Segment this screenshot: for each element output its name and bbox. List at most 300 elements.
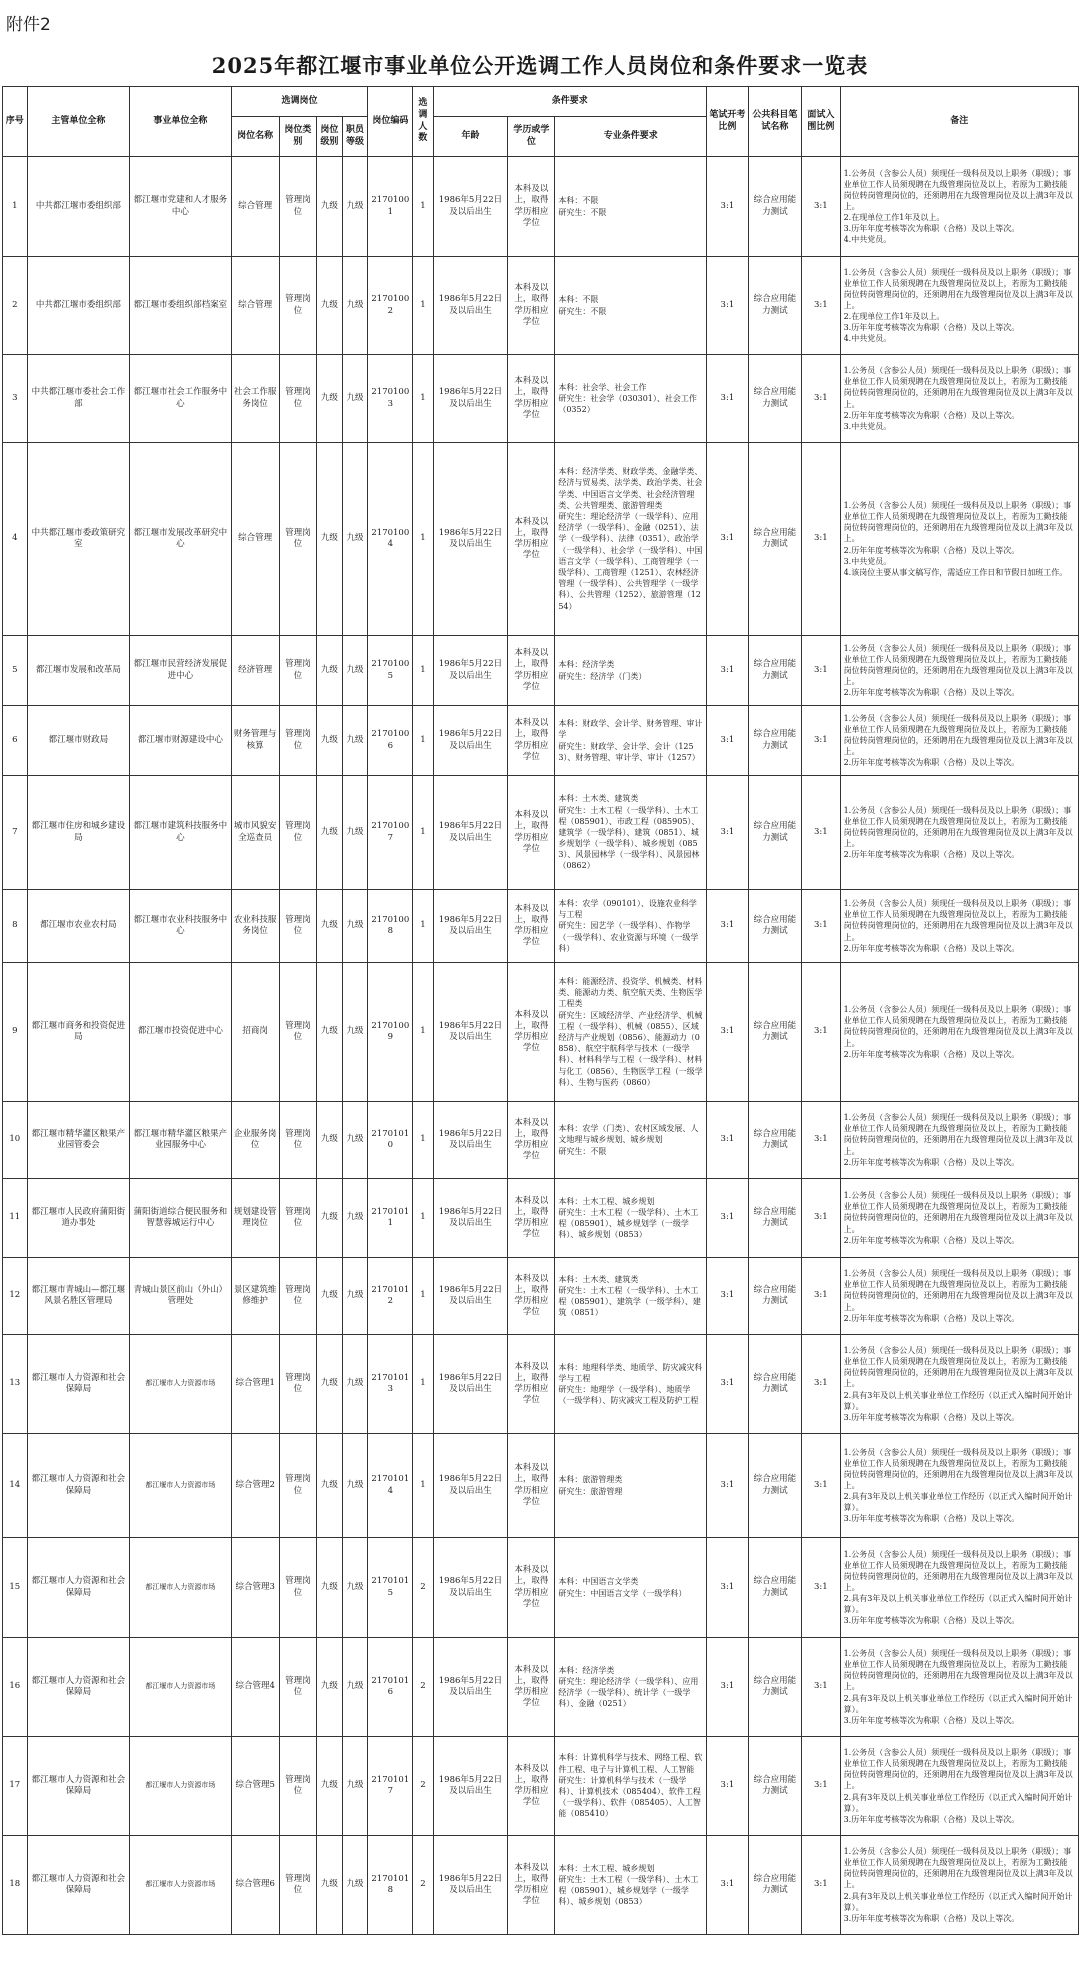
table-row bbox=[3, 636, 1079, 706]
cell-age: 1986年5月22日及以后出生 bbox=[433, 157, 508, 257]
cell-age: 1986年5月22日及以后出生 bbox=[433, 1179, 508, 1258]
cell-ratio: 3:1 bbox=[707, 1737, 749, 1836]
cell-age: 1986年5月22日及以后出生 bbox=[433, 1737, 508, 1836]
cell-major bbox=[555, 1179, 707, 1258]
table-row bbox=[3, 1434, 1079, 1538]
cell-major-line: 研究生：中国语言文学（一级学科） bbox=[558, 1588, 687, 1598]
cell-seq: 1 bbox=[3, 157, 28, 257]
cell-rank: 九级 bbox=[342, 706, 368, 776]
cell-ratio: 3:1 bbox=[707, 1335, 749, 1434]
cell-position-type: 管理岗位 bbox=[279, 257, 316, 355]
cell-count: 2 bbox=[413, 1538, 433, 1638]
cell-remarks-line: 1.公务员（含参公人员）须现任一级科员及以上职务（职级）；事业单位工作人员须现聘在九级管理岗位及以上，若原为工勤技能岗位转岗管理岗位的，还须聘用在九级管理岗位及以上满3年及以上。 bbox=[843, 643, 1073, 687]
cell-seq: 8 bbox=[3, 890, 28, 963]
cell-remarks-line: 3.历年年度考核等次为称职（合格）及以上等次。 bbox=[843, 1913, 1020, 1923]
cell-position-level: 九级 bbox=[317, 1538, 343, 1638]
cell-rank: 九级 bbox=[342, 1434, 368, 1538]
header-position-type: 岗位类别 bbox=[279, 117, 316, 157]
cell-remarks bbox=[840, 1538, 1078, 1638]
cell-count: 1 bbox=[413, 706, 433, 776]
cell-position-type: 管理岗位 bbox=[279, 1737, 316, 1836]
header-major: 专业条件要求 bbox=[555, 117, 707, 157]
table-row bbox=[3, 1737, 1079, 1836]
cell-unit: 都江堰市发展改革研究中心 bbox=[130, 443, 232, 636]
cell-interview: 3:1 bbox=[802, 963, 840, 1102]
cell-remarks-line: 3.中共党员。 bbox=[843, 556, 892, 566]
cell-education: 本科及以上，取得学历相应学位 bbox=[508, 890, 555, 963]
cell-age: 1986年5月22日及以后出生 bbox=[433, 1258, 508, 1335]
cell-exam: 综合应用能力测试 bbox=[748, 636, 801, 706]
cell-position-name: 财务管理与核算 bbox=[231, 706, 279, 776]
cell-code: 21701017 bbox=[368, 1737, 413, 1836]
cell-remarks-line: 2.在现单位工作1年及以上。 bbox=[843, 213, 945, 223]
cell-position-name: 综合管理 bbox=[231, 257, 279, 355]
cell-remarks-line: 1.公务员（含参公人员）须现任一级科员及以上职务（职级）；事业单位工作人员须现聘在九级管理岗位及以上，若原为工勤技能岗位转岗管理岗位的，还须聘用在九级管理岗位及以上满3年及以上。 bbox=[843, 1447, 1073, 1490]
cell-position-name: 城市风貌安全巡查员 bbox=[231, 776, 279, 890]
header-rank: 职员等级 bbox=[342, 117, 368, 157]
cell-major-line: 本科：不限 bbox=[558, 196, 599, 206]
cell-remarks-line: 1.公务员（含参公人员）须现任一级科员及以上职务（职级）；事业单位工作人员须现聘在九级管理岗位及以上，若原为工勤技能岗位转岗管理岗位的，还须聘用在九级管理岗位及以上满3年及以上。 bbox=[843, 366, 1073, 409]
cell-code: 21701011 bbox=[368, 1179, 413, 1258]
cell-dept: 都江堰市发展和改革局 bbox=[27, 636, 130, 706]
cell-unit: 都江堰市委组织部档案室 bbox=[130, 257, 232, 355]
cell-major-line: 研究生：土木工程（一级学科）、土木工程（085901）、城乡规划学（一级学科）、城乡规划（0853） bbox=[558, 1874, 699, 1907]
cell-remarks-line: 2.历年年度考核等次为称职（合格）及以上等次。 bbox=[843, 850, 1020, 860]
table-row bbox=[3, 1335, 1079, 1434]
cell-remarks bbox=[840, 890, 1078, 963]
cell-position-type: 管理岗位 bbox=[279, 636, 316, 706]
cell-major-line: 研究生：理论经济学（一级学科）、应用经济学（一级学科）、统计学（一级学科）、金融（0251） bbox=[558, 1676, 699, 1709]
cell-remarks-line: 2.历年年度考核等次为称职（合格）及以上等次。 bbox=[843, 1049, 1020, 1059]
cell-remarks-line: 1.公务员（含参公人员）须现任一级科员及以上职务（职级）；事业单位工作人员须现聘在九级管理岗位及以上，若原为工勤技能岗位转岗管理岗位的，还须聘用在九级管理岗位及以上满3年及以上。 bbox=[843, 899, 1073, 942]
cell-remarks-line: 1.公务员（含参公人员）须现任一级科员及以上职务（职级）；事业单位工作人员须现聘在九级管理岗位及以上，若原为工勤技能岗位转岗管理岗位的，还须聘用在九级管理岗位及以上满3年及以上。 bbox=[843, 713, 1073, 757]
cell-remarks-line: 1.公务员（含参公人员）须现任一级科员及以上职务（职级）；事业单位工作人员须现聘在九级管理岗位及以上，若原为工勤技能岗位转岗管理岗位的，还须聘用在九级管理岗位及以上满3年及以上。 bbox=[843, 501, 1073, 544]
cell-exam: 综合应用能力测试 bbox=[748, 1335, 801, 1434]
cell-ratio: 3:1 bbox=[707, 1102, 749, 1179]
cell-ratio: 3:1 bbox=[707, 355, 749, 443]
cell-code: 21701002 bbox=[368, 257, 413, 355]
cell-remarks-line: 1.公务员（含参公人员）须现任一级科员及以上职务（职级）；事业单位工作人员须现聘在九级管理岗位及以上，若原为工勤技能岗位转岗管理岗位的，还须聘用在九级管理岗位及以上满3年及以上。 bbox=[843, 267, 1073, 310]
cell-unit: 都江堰市民营经济发展促进中心 bbox=[130, 636, 232, 706]
cell-major-line: 本科：土木工程、城乡规划 bbox=[558, 1196, 655, 1206]
cell-code: 21701001 bbox=[368, 157, 413, 257]
cell-major-line: 研究生：地理学（一级学科）、地质学（一级学科）、防灾减灾工程及防护工程 bbox=[558, 1385, 699, 1406]
cell-major-line: 研究生：经济学（门类） bbox=[558, 671, 647, 681]
cell-major-line: 研究生：土木工程（一级学科）、土木工程（085901）、建筑学（一级学科）、建筑（0851） bbox=[558, 1285, 701, 1318]
cell-age: 1986年5月22日及以后出生 bbox=[433, 1538, 508, 1638]
cell-remarks-line: 1.公务员（含参公人员）须现任一级科员及以上职务（职级）；事业单位工作人员须现聘在九级管理岗位及以上，若原为工勤技能岗位转岗管理岗位的，还须聘用在九级管理岗位及以上满3年及以上。 bbox=[843, 1748, 1073, 1791]
cell-remarks bbox=[840, 443, 1078, 636]
cell-major bbox=[555, 355, 707, 443]
cell-ratio: 3:1 bbox=[707, 706, 749, 776]
cell-remarks-line: 2.具有3年及以上机关事业单位工作经历（以正式入编时间开始计算）。 bbox=[843, 1594, 1073, 1615]
cell-unit: 都江堰市建筑科技服务中心 bbox=[130, 776, 232, 890]
cell-unit: 青城山景区前山（外山）管理处 bbox=[130, 1258, 232, 1335]
cell-ratio: 3:1 bbox=[707, 1638, 749, 1737]
cell-position-level: 九级 bbox=[317, 636, 343, 706]
header-conditions: 条件要求 bbox=[433, 87, 707, 117]
cell-ratio: 3:1 bbox=[707, 1258, 749, 1335]
cell-unit: 蒲阳街道综合便民服务和智慧蓉城运行中心 bbox=[130, 1179, 232, 1258]
table-row bbox=[3, 355, 1079, 443]
cell-major-line: 本科：计算机科学与技术、网络工程、软件工程、电子与计算机工程、人工智能 bbox=[558, 1753, 703, 1774]
header-exam: 公共科目笔试名称 bbox=[748, 87, 801, 157]
header-dept: 主管单位全称 bbox=[27, 87, 130, 157]
cell-code: 21701012 bbox=[368, 1258, 413, 1335]
cell-dept: 都江堰市人民政府蒲阳街道办事处 bbox=[27, 1179, 130, 1258]
cell-position-name: 规划建设管理岗位 bbox=[231, 1179, 279, 1258]
cell-exam: 综合应用能力测试 bbox=[748, 1434, 801, 1538]
cell-count: 1 bbox=[413, 1102, 433, 1179]
cell-major bbox=[555, 890, 707, 963]
cell-position-level: 九级 bbox=[317, 157, 343, 257]
cell-position-level: 九级 bbox=[317, 1102, 343, 1179]
table-row bbox=[3, 157, 1079, 257]
cell-major bbox=[555, 636, 707, 706]
cell-interview: 3:1 bbox=[802, 636, 840, 706]
cell-major bbox=[555, 706, 707, 776]
cell-position-name: 综合管理4 bbox=[231, 1638, 279, 1737]
cell-interview: 3:1 bbox=[802, 1638, 840, 1737]
cell-major bbox=[555, 1434, 707, 1538]
position-table bbox=[2, 86, 1079, 1935]
cell-count: 1 bbox=[413, 1258, 433, 1335]
cell-interview: 3:1 bbox=[802, 157, 840, 257]
cell-remarks-line: 1.公务员（含参公人员）须现任一级科员及以上职务（职级）；事业单位工作人员须现聘在九级管理岗位及以上，若原为工勤技能岗位转岗管理岗位的，还须聘用在九级管理岗位及以上满3年及以上。 bbox=[843, 1549, 1073, 1592]
cell-position-type: 管理岗位 bbox=[279, 963, 316, 1102]
cell-position-type: 管理岗位 bbox=[279, 157, 316, 257]
table-row bbox=[3, 1836, 1079, 1935]
cell-age: 1986年5月22日及以后出生 bbox=[433, 890, 508, 963]
cell-ratio: 3:1 bbox=[707, 443, 749, 636]
cell-ratio: 3:1 bbox=[707, 636, 749, 706]
cell-code: 21701018 bbox=[368, 1836, 413, 1935]
table-row bbox=[3, 1258, 1079, 1335]
cell-interview: 3:1 bbox=[802, 1335, 840, 1434]
cell-major-line: 本科：经济学类 bbox=[558, 660, 615, 670]
header-interview: 面试入围比例 bbox=[802, 87, 840, 157]
cell-interview: 3:1 bbox=[802, 443, 840, 636]
position-table-wrapper bbox=[2, 86, 1079, 1935]
cell-major-line: 本科：社会学、社会工作 bbox=[558, 382, 647, 392]
cell-exam: 综合应用能力测试 bbox=[748, 776, 801, 890]
cell-remarks-line: 3.历年年度考核等次为称职（合格）及以上等次。 bbox=[843, 323, 1020, 333]
cell-remarks bbox=[840, 963, 1078, 1102]
cell-position-name: 招商岗 bbox=[231, 963, 279, 1102]
cell-exam: 综合应用能力测试 bbox=[748, 890, 801, 963]
cell-position-type: 管理岗位 bbox=[279, 890, 316, 963]
cell-unit: 都江堰市农业科技服务中心 bbox=[130, 890, 232, 963]
cell-dept: 都江堰市人力资源和社会保障局 bbox=[27, 1638, 130, 1737]
cell-rank: 九级 bbox=[342, 1179, 368, 1258]
cell-remarks-line: 3.历年年度考核等次为称职（合格）及以上等次。 bbox=[843, 1514, 1020, 1524]
header-age: 年龄 bbox=[433, 117, 508, 157]
cell-code: 21701003 bbox=[368, 355, 413, 443]
cell-age: 1986年5月22日及以后出生 bbox=[433, 355, 508, 443]
cell-count: 1 bbox=[413, 443, 433, 636]
cell-age: 1986年5月22日及以后出生 bbox=[433, 257, 508, 355]
cell-rank: 九级 bbox=[342, 257, 368, 355]
table-row bbox=[3, 257, 1079, 355]
cell-education: 本科及以上，取得学历相应学位 bbox=[508, 636, 555, 706]
cell-interview: 3:1 bbox=[802, 706, 840, 776]
cell-exam: 综合应用能力测试 bbox=[748, 443, 801, 636]
cell-interview: 3:1 bbox=[802, 1737, 840, 1836]
cell-unit: 都江堰市人力资源市场 bbox=[130, 1538, 232, 1638]
cell-remarks-line: 1.公务员（含参公人员）须现任一级科员及以上职务（职级）；事业单位工作人员须现聘在九级管理岗位及以上，若原为工勤技能岗位转岗管理岗位的，还须聘用在九级管理岗位及以上满3年及以上。 bbox=[843, 1269, 1073, 1312]
cell-education: 本科及以上，取得学历相应学位 bbox=[508, 1434, 555, 1538]
cell-remarks-line: 3.历年年度考核等次为称职（合格）及以上等次。 bbox=[843, 1616, 1020, 1626]
cell-remarks bbox=[840, 1836, 1078, 1935]
cell-count: 1 bbox=[413, 776, 433, 890]
cell-education: 本科及以上，取得学历相应学位 bbox=[508, 355, 555, 443]
table-row bbox=[3, 890, 1079, 963]
cell-remarks-line: 2.历年年度考核等次为称职（合格）及以上等次。 bbox=[843, 943, 1020, 953]
cell-exam: 综合应用能力测试 bbox=[748, 1737, 801, 1836]
cell-education: 本科及以上，取得学历相应学位 bbox=[508, 1258, 555, 1335]
cell-ratio: 3:1 bbox=[707, 257, 749, 355]
cell-education: 本科及以上，取得学历相应学位 bbox=[508, 1836, 555, 1935]
cell-position-name: 综合管理3 bbox=[231, 1538, 279, 1638]
cell-seq: 18 bbox=[3, 1836, 28, 1935]
cell-dept: 都江堰市青城山—都江堰风景名胜区管理局 bbox=[27, 1258, 130, 1335]
cell-rank: 九级 bbox=[342, 890, 368, 963]
cell-count: 2 bbox=[413, 1737, 433, 1836]
cell-major-line: 研究生：旅游管理 bbox=[558, 1486, 623, 1496]
table-row bbox=[3, 443, 1079, 636]
cell-remarks bbox=[840, 1638, 1078, 1737]
table-row bbox=[3, 1638, 1079, 1737]
cell-major-line: 本科：土木类、建筑类 bbox=[558, 794, 639, 804]
cell-education: 本科及以上，取得学历相应学位 bbox=[508, 257, 555, 355]
cell-remarks-line: 2.历年年度考核等次为称职（合格）及以上等次。 bbox=[843, 545, 1020, 555]
cell-position-level: 九级 bbox=[317, 706, 343, 776]
cell-remarks bbox=[840, 1258, 1078, 1335]
cell-interview: 3:1 bbox=[802, 1102, 840, 1179]
cell-unit: 都江堰市社会工作服务中心 bbox=[130, 355, 232, 443]
cell-count: 1 bbox=[413, 1434, 433, 1538]
cell-count: 1 bbox=[413, 1335, 433, 1434]
cell-seq: 16 bbox=[3, 1638, 28, 1737]
cell-exam: 综合应用能力测试 bbox=[748, 355, 801, 443]
cell-exam: 综合应用能力测试 bbox=[748, 1538, 801, 1638]
cell-position-level: 九级 bbox=[317, 1434, 343, 1538]
cell-remarks-line: 1.公务员（含参公人员）须现任一级科员及以上职务（职级）；事业单位工作人员须现聘在九级管理岗位及以上，若原为工勤技能岗位转岗管理岗位的，还须聘用在九级管理岗位及以上满3年及以上。 bbox=[843, 1847, 1073, 1890]
cell-dept: 中共都江堰市委组织部 bbox=[27, 157, 130, 257]
cell-remarks-line: 2.历年年度考核等次为称职（合格）及以上等次。 bbox=[843, 1313, 1020, 1323]
cell-unit: 都江堰市投资促进中心 bbox=[130, 963, 232, 1102]
cell-seq: 9 bbox=[3, 963, 28, 1102]
cell-unit: 都江堰市财源建设中心 bbox=[130, 706, 232, 776]
cell-code: 21701004 bbox=[368, 443, 413, 636]
cell-remarks-line: 2.具有3年及以上机关事业单位工作经历（以正式入编时间开始计算）。 bbox=[843, 1693, 1073, 1714]
cell-count: 2 bbox=[413, 1836, 433, 1935]
cell-interview: 3:1 bbox=[802, 1258, 840, 1335]
cell-major-line: 本科：土木类、建筑类 bbox=[558, 1274, 639, 1284]
cell-remarks-line: 3.中共党员。 bbox=[843, 421, 892, 431]
cell-remarks-line: 3.历年年度考核等次为称职（合格）及以上等次。 bbox=[843, 1412, 1020, 1422]
cell-ratio: 3:1 bbox=[707, 157, 749, 257]
cell-major-line: 研究生：土木工程（一级学科）、土木工程（085901）、市政工程（085905）、建筑学（一级学科）、建筑（0851）、城乡规划学（一级学科）、城乡规划（0853）、风景园林学（一级学科）、风景园林（0862） bbox=[558, 805, 700, 871]
cell-remarks-line: 3.历年年度考核等次为称职（合格）及以上等次。 bbox=[843, 224, 1020, 234]
cell-remarks-line: 2.具有3年及以上机关事业单位工作经历（以正式入编时间开始计算）。 bbox=[843, 1492, 1073, 1513]
cell-dept: 都江堰市财政局 bbox=[27, 706, 130, 776]
cell-remarks bbox=[840, 157, 1078, 257]
cell-position-type: 管理岗位 bbox=[279, 1102, 316, 1179]
cell-age: 1986年5月22日及以后出生 bbox=[433, 706, 508, 776]
cell-position-name: 综合管理 bbox=[231, 443, 279, 636]
cell-rank: 九级 bbox=[342, 636, 368, 706]
cell-ratio: 3:1 bbox=[707, 963, 749, 1102]
cell-interview: 3:1 bbox=[802, 890, 840, 963]
cell-major bbox=[555, 257, 707, 355]
cell-major-line: 研究生：不限 bbox=[558, 1146, 607, 1156]
cell-major bbox=[555, 157, 707, 257]
cell-dept: 都江堰市人力资源和社会保障局 bbox=[27, 1737, 130, 1836]
cell-seq: 10 bbox=[3, 1102, 28, 1179]
cell-age: 1986年5月22日及以后出生 bbox=[433, 1638, 508, 1737]
cell-position-level: 九级 bbox=[317, 1179, 343, 1258]
attachment-label: 附件2 bbox=[6, 15, 51, 35]
cell-unit: 都江堰市精华灌区粮果产业园服务中心 bbox=[130, 1102, 232, 1179]
cell-education: 本科及以上，取得学历相应学位 bbox=[508, 1538, 555, 1638]
cell-major-line: 研究生：不限 bbox=[558, 207, 607, 217]
cell-ratio: 3:1 bbox=[707, 1538, 749, 1638]
cell-position-level: 九级 bbox=[317, 776, 343, 890]
cell-position-name: 企业服务岗位 bbox=[231, 1102, 279, 1179]
cell-education: 本科及以上，取得学历相应学位 bbox=[508, 1179, 555, 1258]
cell-dept: 都江堰市商务和投资促进局 bbox=[27, 963, 130, 1102]
cell-unit: 都江堰市人力资源市场 bbox=[130, 1836, 232, 1935]
cell-education: 本科及以上，取得学历相应学位 bbox=[508, 157, 555, 257]
cell-count: 1 bbox=[413, 636, 433, 706]
cell-age: 1986年5月22日及以后出生 bbox=[433, 963, 508, 1102]
cell-dept: 都江堰市人力资源和社会保障局 bbox=[27, 1538, 130, 1638]
cell-age: 1986年5月22日及以后出生 bbox=[433, 443, 508, 636]
cell-education: 本科及以上，取得学历相应学位 bbox=[508, 1737, 555, 1836]
cell-exam: 综合应用能力测试 bbox=[748, 1638, 801, 1737]
cell-count: 1 bbox=[413, 890, 433, 963]
cell-ratio: 3:1 bbox=[707, 1434, 749, 1538]
cell-dept: 中共都江堰市委政策研究室 bbox=[27, 443, 130, 636]
cell-major bbox=[555, 963, 707, 1102]
cell-major bbox=[555, 1737, 707, 1836]
cell-education: 本科及以上，取得学历相应学位 bbox=[508, 443, 555, 636]
cell-remarks-line: 1.公务员（含参公人员）须现任一级科员及以上职务（职级）；事业单位工作人员须现聘在九级管理岗位及以上，若原为工勤技能岗位转岗管理岗位的，还须聘用在九级管理岗位及以上满3年及以上。 bbox=[843, 1191, 1073, 1234]
header-code: 岗位编码 bbox=[368, 87, 413, 157]
table-row bbox=[3, 963, 1079, 1102]
cell-count: 1 bbox=[413, 355, 433, 443]
cell-remarks bbox=[840, 1434, 1078, 1538]
cell-ratio: 3:1 bbox=[707, 1179, 749, 1258]
cell-remarks bbox=[840, 355, 1078, 443]
header-education: 学历或学位 bbox=[508, 117, 555, 157]
cell-major-line: 本科：财政学、会计学、财务管理、审计学 bbox=[558, 719, 703, 740]
page-title: 2025年都江堰市事业单位公开选调工作人员岗位和条件要求一览表 bbox=[211, 53, 869, 78]
cell-major-line: 本科：地理科学类、地质学、防灾减灾科学与工程 bbox=[558, 1362, 703, 1383]
cell-code: 21701014 bbox=[368, 1434, 413, 1538]
cell-position-name: 景区建筑维修维护 bbox=[231, 1258, 279, 1335]
cell-rank: 九级 bbox=[342, 157, 368, 257]
cell-position-type: 管理岗位 bbox=[279, 355, 316, 443]
cell-exam: 综合应用能力测试 bbox=[748, 706, 801, 776]
cell-major bbox=[555, 1836, 707, 1935]
header-seq: 序号 bbox=[3, 87, 28, 157]
cell-remarks-line: 2.具有3年及以上机关事业单位工作经历（以正式入编时间开始计算）。 bbox=[843, 1792, 1073, 1813]
table-row bbox=[3, 1538, 1079, 1638]
cell-major-line: 本科：农学（门类）、农村区域发展、人文地理与城乡规划、城乡规划 bbox=[558, 1124, 699, 1145]
cell-major-line: 研究生：理论经济学（一级学科）、应用经济学（一级学科）、金融（0251）、法学（一级学科）、法律（0351）、政治学（一级学科）、社会学（一级学科）、中国语言文学（一级学科）、工商管理学（一级学科）、工商管理（1251）、农林经济管理（一级学科）、公共管理学（一级学科）、公共管理（1252）、旅游管理（1254） bbox=[558, 512, 703, 611]
cell-age: 1986年5月22日及以后出生 bbox=[433, 776, 508, 890]
cell-rank: 九级 bbox=[342, 1538, 368, 1638]
cell-position-type: 管理岗位 bbox=[279, 1335, 316, 1434]
cell-seq: 6 bbox=[3, 706, 28, 776]
cell-major-line: 研究生：计算机科学与技术（一级学科）、计算机技术（085404）、软件工程（一级学科）、软件（085405）、人工智能（085410） bbox=[558, 1775, 701, 1819]
cell-major bbox=[555, 1538, 707, 1638]
cell-position-type: 管理岗位 bbox=[279, 443, 316, 636]
cell-position-name: 农业科技服务岗位 bbox=[231, 890, 279, 963]
cell-major-line: 研究生：财政学、会计学、会计（1253）、财务管理、审计学、审计（1257） bbox=[558, 741, 700, 762]
cell-remarks-line: 1.公务员（含参公人员）须现任一级科员及以上职务（职级）；事业单位工作人员须现聘在九级管理岗位及以上，若原为工勤技能岗位转岗管理岗位的，还须聘用在九级管理岗位及以上满3年及以上。 bbox=[843, 168, 1073, 211]
cell-rank: 九级 bbox=[342, 776, 368, 890]
cell-seq: 7 bbox=[3, 776, 28, 890]
cell-exam: 综合应用能力测试 bbox=[748, 257, 801, 355]
cell-major-line: 本科：经济学类、财政学类、金融学类、经济与贸易类、法学类、政治学类、社会学类、中国语言文学类、社会经济管理类、公共管理类、旅游管理类 bbox=[558, 467, 703, 510]
cell-age: 1986年5月22日及以后出生 bbox=[433, 1434, 508, 1538]
cell-remarks-line: 2.历年年度考核等次为称职（合格）及以上等次。 bbox=[843, 410, 1020, 420]
cell-major-line: 本科：能源经济、投资学、机械类、材料类、能源动力类、航空航天类、生物医学工程类 bbox=[558, 977, 703, 1009]
cell-dept: 都江堰市精华灌区粮果产业园管委会 bbox=[27, 1102, 130, 1179]
cell-remarks bbox=[840, 1335, 1078, 1434]
cell-position-type: 管理岗位 bbox=[279, 1179, 316, 1258]
cell-remarks-line: 1.公务员（含参公人员）须现任一级科员及以上职务（职级）；事业单位工作人员须现聘在九级管理岗位及以上，若原为工勤技能岗位转岗管理岗位的，还须聘用在九级管理岗位及以上满3年及以上。 bbox=[843, 1005, 1073, 1048]
table-body bbox=[3, 157, 1079, 1935]
cell-remarks-line: 3.历年年度考核等次为称职（合格）及以上等次。 bbox=[843, 1715, 1020, 1725]
cell-major bbox=[555, 443, 707, 636]
cell-position-level: 九级 bbox=[317, 1258, 343, 1335]
cell-major-line: 本科：经济学类 bbox=[558, 1665, 615, 1675]
cell-position-type: 管理岗位 bbox=[279, 1836, 316, 1935]
table-row bbox=[3, 1102, 1079, 1179]
cell-position-type: 管理岗位 bbox=[279, 1434, 316, 1538]
cell-code: 21701015 bbox=[368, 1538, 413, 1638]
cell-major-line: 本科：中国语言文学类 bbox=[558, 1577, 639, 1587]
cell-seq: 14 bbox=[3, 1434, 28, 1538]
cell-remarks-line: 2.历年年度考核等次为称职（合格）及以上等次。 bbox=[843, 688, 1020, 698]
cell-unit: 都江堰市人力资源市场 bbox=[130, 1737, 232, 1836]
cell-rank: 九级 bbox=[342, 1836, 368, 1935]
cell-interview: 3:1 bbox=[802, 1836, 840, 1935]
cell-major bbox=[555, 1258, 707, 1335]
cell-count: 1 bbox=[413, 157, 433, 257]
cell-interview: 3:1 bbox=[802, 355, 840, 443]
cell-position-type: 管理岗位 bbox=[279, 706, 316, 776]
cell-unit: 都江堰市人力资源市场 bbox=[130, 1335, 232, 1434]
cell-seq: 2 bbox=[3, 257, 28, 355]
cell-position-type: 管理岗位 bbox=[279, 1638, 316, 1737]
cell-major-line: 本科：农学（090101）、设施农业科学与工程 bbox=[558, 899, 697, 920]
cell-seq: 12 bbox=[3, 1258, 28, 1335]
cell-remarks-line: 1.公务员（含参公人员）须现任一级科员及以上职务（职级）；事业单位工作人员须现聘在九级管理岗位及以上，若原为工勤技能岗位转岗管理岗位的，还须聘用在九级管理岗位及以上满3年及以上。 bbox=[843, 1113, 1073, 1156]
cell-seq: 13 bbox=[3, 1335, 28, 1434]
cell-age: 1986年5月22日及以后出生 bbox=[433, 1335, 508, 1434]
cell-position-level: 九级 bbox=[317, 443, 343, 636]
cell-ratio: 3:1 bbox=[707, 890, 749, 963]
cell-major bbox=[555, 1102, 707, 1179]
cell-seq: 5 bbox=[3, 636, 28, 706]
cell-remarks-line: 4.该岗位主要从事文稿写作，需适应工作日和节假日加班工作。 bbox=[843, 567, 1068, 577]
cell-major-line: 研究生：不限 bbox=[558, 306, 607, 316]
